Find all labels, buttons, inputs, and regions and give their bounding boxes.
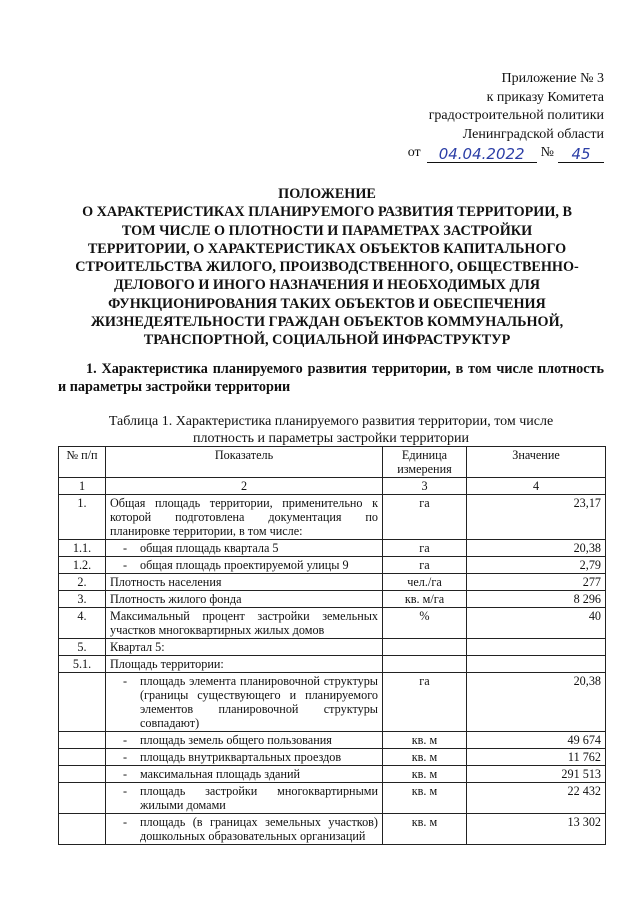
indicator-text: общая площадь проектируемой улицы 9: [140, 558, 349, 572]
row-number-cell: [59, 766, 106, 783]
unit-cell: кв. м: [383, 783, 467, 814]
value-cell: 277: [467, 574, 606, 591]
row-number-cell: [59, 673, 106, 732]
indicator-subitem: [110, 784, 378, 812]
row-number-cell: 3.: [59, 591, 106, 608]
caption-line: Таблица 1. Характеристика планируемого развития территории, том числе: [108, 414, 554, 429]
column-number-row: [59, 478, 606, 495]
characteristics-table: [58, 446, 606, 845]
indicator-cell: [106, 814, 383, 845]
indicator-cell: [106, 749, 383, 766]
handwritten-number: 45: [558, 146, 604, 163]
indicator-cell: [106, 608, 383, 639]
column-number-cell: 3: [383, 478, 467, 495]
header-cell: Значение: [467, 447, 606, 478]
row-number-cell: 4.: [59, 608, 106, 639]
unit-cell: кв. м: [383, 814, 467, 845]
value-cell: 20,38: [467, 540, 606, 557]
table-row: [59, 495, 606, 540]
unit-cell: кв. м: [383, 749, 467, 766]
value-cell: 23,17: [467, 495, 606, 540]
title-line: СТРОИТЕЛЬСТВА ЖИЛОГО, ПРОИЗВОДСТВЕННОГО, ОБЩЕСТВЕННО-: [75, 259, 579, 276]
appendix-line: к приказу Комитета: [486, 89, 604, 105]
indicator-subitem: [110, 815, 378, 843]
table-row: [59, 814, 606, 845]
indicator-cell: [106, 574, 383, 591]
indicator-cell: [106, 783, 383, 814]
list-dash: -: [122, 767, 128, 781]
indicator-text: Квартал 5:: [110, 640, 165, 654]
appendix-line: Ленинградской области: [462, 126, 604, 142]
appendix-block: [408, 70, 604, 163]
indicator-cell: [106, 540, 383, 557]
indicator-text: площадь внутриквартальных проездов: [140, 750, 342, 764]
indicator-cell: [106, 732, 383, 749]
indicator-text: Плотность населения: [110, 575, 222, 589]
table-row: [59, 732, 606, 749]
title-line: ЖИЗНЕДЕЯТЕЛЬНОСТИ ГРАЖДАН ОБЪЕКТОВ КОММУНАЛЬНОЙ,: [90, 314, 564, 331]
column-number-cell: 4: [467, 478, 606, 495]
table-row: [59, 673, 606, 732]
header-cell: Единица измерения: [383, 447, 467, 478]
indicator-cell: [106, 557, 383, 574]
indicator-cell: [106, 591, 383, 608]
title-line: О ХАРАКТЕРИСТИКАХ ПЛАНИРУЕМОГО РАЗВИТИЯ ТЕРРИТОРИИ, В: [82, 204, 572, 221]
value-cell: 49 674: [467, 732, 606, 749]
row-number-cell: 2.: [59, 574, 106, 591]
title-line: ФУНКЦИОНИРОВАНИЯ ТАКИХ ОБЪЕКТОВ И ОБЕСПЕЧЕНИЯ: [108, 295, 546, 312]
unit-cell: га: [383, 673, 467, 732]
table-header-row: [59, 447, 606, 478]
row-number-cell: [59, 749, 106, 766]
document-title: [50, 185, 604, 350]
list-dash: -: [122, 815, 128, 829]
indicator-text: площадь застройки многоквартирными жилыми домами: [140, 784, 378, 812]
value-cell: 22 432: [467, 783, 606, 814]
value-cell: [467, 639, 606, 656]
appendix-line: градостроительной политики: [428, 108, 604, 123]
number-label: №: [540, 145, 554, 160]
unit-cell: %: [383, 608, 467, 639]
indicator-cell: [106, 673, 383, 732]
table-row: [59, 656, 606, 673]
column-number-cell: 1: [59, 478, 106, 495]
indicator-subitem: [110, 767, 378, 781]
list-dash: -: [122, 558, 128, 572]
value-cell: 13 302: [467, 814, 606, 845]
indicator-text: площадь земель общего пользования: [140, 733, 332, 747]
order-line: [408, 144, 604, 163]
table-row: [59, 574, 606, 591]
indicator-cell: [106, 656, 383, 673]
value-cell: 40: [467, 608, 606, 639]
indicator-cell: [106, 495, 383, 540]
row-number-cell: 5.1.: [59, 656, 106, 673]
list-dash: -: [122, 733, 128, 747]
unit-cell: га: [383, 495, 467, 540]
indicator-text: Плотность жилого фонда: [110, 592, 242, 606]
row-number-cell: 1.1.: [59, 540, 106, 557]
list-dash: -: [122, 750, 128, 764]
title-line: ДЕЛОВОГО И ИНОГО НАЗНАЧЕНИЯ И НЕОБХОДИМЫХ ДЛЯ: [113, 277, 541, 294]
value-cell: 8 296: [467, 591, 606, 608]
row-number-cell: [59, 783, 106, 814]
indicator-text: общая площадь квартала 5: [140, 541, 279, 555]
table-row: [59, 557, 606, 574]
indicator-subitem: [110, 750, 378, 764]
table-row: [59, 639, 606, 656]
header-cell: Показатель: [106, 447, 383, 478]
indicator-subitem: [110, 541, 378, 555]
title-line: ТЕРРИТОРИИ, О ХАРАКТЕРИСТИКАХ ОБЪЕКТОВ КАПИТАЛЬНОГО: [87, 240, 567, 257]
table-row: [59, 749, 606, 766]
column-number-cell: 2: [106, 478, 383, 495]
appendix-line: Приложение № 3: [501, 71, 604, 86]
value-cell: 291 513: [467, 766, 606, 783]
header-cell: № п/п: [59, 447, 106, 478]
unit-cell: [383, 639, 467, 656]
caption-line: плотность и параметры застройки территории: [193, 431, 469, 446]
unit-cell: га: [383, 557, 467, 574]
indicator-text: площадь элемента планировочной структуры (границы существующего и планируемого элементов планировочной структуры совпадают): [140, 674, 378, 730]
indicator-cell: [106, 766, 383, 783]
value-cell: [467, 656, 606, 673]
indicator-text: площадь (в границах земельных участков) дошкольных образовательных организаций: [140, 815, 378, 843]
list-dash: -: [122, 674, 128, 688]
unit-cell: чел./га: [383, 574, 467, 591]
indicator-subitem: [110, 674, 378, 730]
indicator-text: максимальная площадь зданий: [140, 767, 301, 781]
table-row: [59, 591, 606, 608]
list-dash: -: [122, 784, 128, 798]
value-cell: 11 762: [467, 749, 606, 766]
indicator-text: Общая площадь территории, применительно к которой подготовлена документация по планировке территории, в том числе:: [110, 496, 378, 538]
row-number-cell: [59, 732, 106, 749]
indicator-subitem: [110, 558, 378, 572]
row-number-cell: [59, 814, 106, 845]
section-heading: 1. Характеристика планируемого развития территории, в том числе плотность и параметры застройки территории: [58, 361, 604, 395]
value-cell: 2,79: [467, 557, 606, 574]
indicator-subitem: [110, 733, 378, 747]
list-dash: -: [122, 541, 128, 555]
table-row: [59, 540, 606, 557]
unit-cell: [383, 656, 467, 673]
row-number-cell: 5.: [59, 639, 106, 656]
table-caption: [58, 413, 604, 447]
table-row: [59, 766, 606, 783]
row-number-cell: 1.: [59, 495, 106, 540]
unit-cell: га: [383, 540, 467, 557]
indicator-text: Площадь территории:: [110, 657, 224, 671]
handwritten-date: 04.04.2022: [427, 146, 537, 163]
unit-cell: кв. м/га: [383, 591, 467, 608]
unit-cell: кв. м: [383, 766, 467, 783]
from-label: от: [407, 145, 421, 160]
value-cell: 20,38: [467, 673, 606, 732]
table-row: [59, 783, 606, 814]
title-line: ТОМ ЧИСЛЕ О ПЛОТНОСТИ И ПАРАМЕТРАХ ЗАСТРОЙКИ: [121, 222, 533, 239]
unit-cell: кв. м: [383, 732, 467, 749]
row-number-cell: 1.2.: [59, 557, 106, 574]
title-line: ТРАНСПОРТНОЙ, СОЦИАЛЬНОЙ ИНФРАСТРУКТУР: [143, 332, 511, 349]
indicator-cell: [106, 639, 383, 656]
title-line: ПОЛОЖЕНИЕ: [278, 186, 376, 202]
indicator-text: Максимальный процент застройки земельных участков многоквартирных жилых домов: [110, 609, 378, 637]
table-row: [59, 608, 606, 639]
